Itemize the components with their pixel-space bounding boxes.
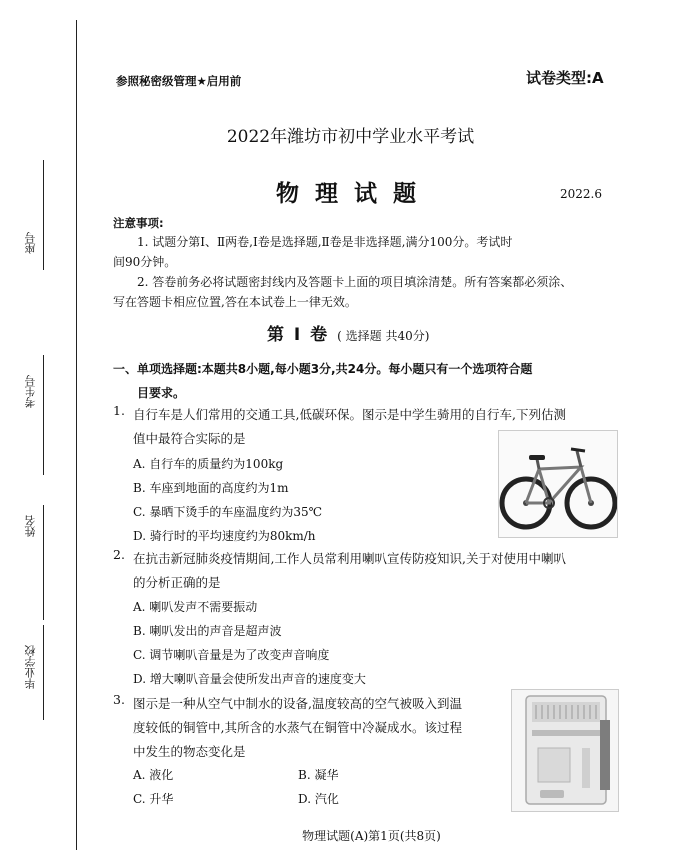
notice-item2-line1: 2. 答卷前务必将试题密封线内及答题卡上面的项目填涂清楚。所有答案都必须涂、 bbox=[137, 275, 573, 289]
seat-label: 座号 bbox=[24, 232, 37, 254]
question-3-line3: 中发生的物态变化是 bbox=[133, 744, 246, 759]
exam-id-blank bbox=[43, 355, 44, 475]
section1-line1: 一、单项选择题:本题共8小题,每小题3分,共24分。每小题只有一个选项符合题 bbox=[113, 362, 533, 376]
question-1-option-c: C. 暴晒下烫手的车座温度约为35℃ bbox=[133, 505, 323, 519]
section1-instruction bbox=[113, 357, 633, 405]
notice-body bbox=[113, 232, 633, 312]
question-1-number: 1. bbox=[113, 403, 125, 418]
question-3-stem bbox=[133, 692, 503, 764]
question-2-option-c: C. 调节喇叭音量是为了改变声音响度 bbox=[133, 648, 330, 662]
name-label: 姓名 bbox=[24, 515, 37, 537]
question-2-option-d: D. 增大喇叭音量会使所发出声音的速度变大 bbox=[133, 672, 366, 686]
notice-item1-line2: 间90分钟。 bbox=[113, 255, 177, 269]
school-label: 毕业学校 bbox=[24, 645, 37, 689]
school-blank bbox=[43, 625, 44, 720]
question-3-option-d: D. 汽化 bbox=[298, 792, 339, 806]
question-1-line1: 自行车是人们常用的交通工具,低碳环保。图示是中学生骑用的自行车,下列估测 bbox=[133, 407, 566, 422]
question-2-line2: 的分析正确的是 bbox=[133, 575, 221, 590]
exam-date: 2022.6 bbox=[560, 187, 602, 201]
notice-heading: 注意事项: bbox=[113, 216, 164, 230]
question-2-line1: 在抗击新冠肺炎疫情期间,工作人员常利用喇叭宣传防疫知识,关于对使用中喇叭 bbox=[133, 551, 566, 566]
part1-title bbox=[267, 320, 429, 345]
section1-line2: 目要求。 bbox=[137, 386, 186, 400]
question-3-option-c: C. 升华 bbox=[133, 792, 174, 806]
confidential-label: 参照秘密级管理★启用前 bbox=[116, 74, 242, 88]
exam-title: 2022年潍坊市初中学业水平考试 bbox=[226, 127, 475, 147]
part1-subheading: ( 选择题 共40分) bbox=[337, 329, 430, 343]
question-3-line2: 度较低的铜管中,其所含的水蒸气在铜管中冷凝成水。该过程 bbox=[133, 720, 462, 735]
page-footer: 物理试题(A)第1页(共8页) bbox=[302, 829, 441, 843]
part1-heading: 第 Ⅰ 卷 bbox=[267, 325, 330, 345]
bicycle-icon bbox=[499, 431, 617, 537]
notice-item2-line2: 写在答题卡相应位置,答在本试卷上一律无效。 bbox=[113, 295, 357, 309]
question-2-option-b: B. 喇叭发出的声音是超声波 bbox=[133, 624, 282, 638]
question-1-option-a: A. 自行车的质量约为100kg bbox=[133, 457, 284, 471]
question-2-option-a: A. 喇叭发声不需要振动 bbox=[133, 600, 258, 614]
question-1-option-d: D. 骑行时的平均速度约为80km/h bbox=[133, 529, 316, 543]
notice-item1-line1: 1. 试题分第Ⅰ、Ⅱ两卷,Ⅰ卷是选择题,Ⅱ卷是非选择题,满分100分。考试时 bbox=[137, 235, 513, 249]
name-blank bbox=[43, 505, 44, 620]
question-3-number: 3. bbox=[113, 692, 125, 707]
question-2-stem bbox=[133, 547, 623, 595]
question-3-option-b: B. 凝华 bbox=[298, 768, 339, 782]
bicycle-image bbox=[498, 430, 618, 538]
question-3-line1: 图示是一种从空气中制水的设备,温度较高的空气被吸入到温 bbox=[133, 696, 462, 711]
question-3-option-a: A. 液化 bbox=[133, 768, 174, 782]
question-2-number: 2. bbox=[113, 547, 125, 562]
paper-type: 试卷类型:A bbox=[526, 69, 604, 87]
exam-id-label: 考生号 bbox=[24, 375, 37, 408]
water-machine-icon bbox=[512, 690, 618, 811]
subject-title: 物 理 试 题 bbox=[276, 181, 421, 207]
question-1-line2: 值中最符合实际的是 bbox=[133, 431, 246, 446]
seat-blank bbox=[43, 160, 44, 270]
water-maker-image bbox=[511, 689, 619, 812]
question-1-option-b: B. 车座到地面的高度约为1m bbox=[133, 481, 289, 495]
